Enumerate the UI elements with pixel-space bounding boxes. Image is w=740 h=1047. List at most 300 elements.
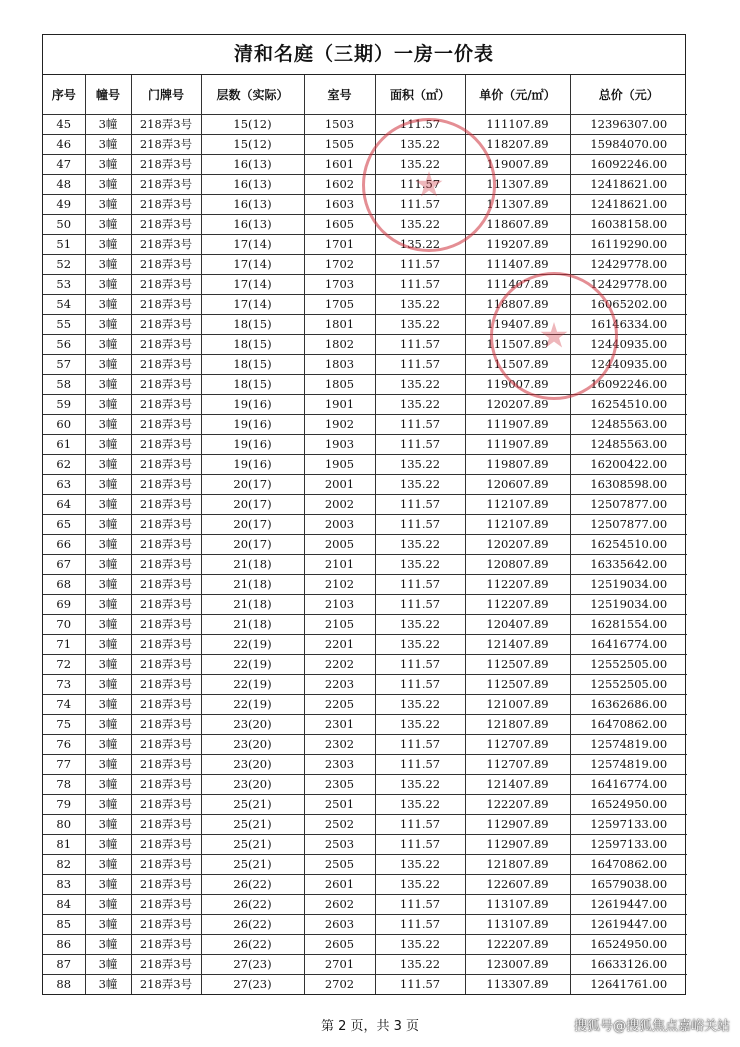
watermark-text: 搜狐号@搜狐焦点嘉峪关站 bbox=[573, 1019, 730, 1034]
page-title: 清和名庭（三期）一房一价表 bbox=[43, 35, 685, 75]
cell-address: 218弄3号 bbox=[131, 435, 201, 455]
cell-total-price: 16065202.00 bbox=[570, 295, 687, 315]
cell-room: 2302 bbox=[304, 735, 375, 755]
cell-area: 135.22 bbox=[375, 955, 465, 975]
cell-address: 218弄3号 bbox=[131, 395, 201, 415]
cell-floor: 22(19) bbox=[201, 675, 304, 695]
cell-address: 218弄3号 bbox=[131, 115, 201, 135]
cell-address: 218弄3号 bbox=[131, 355, 201, 375]
cell-unit-price: 121007.89 bbox=[465, 695, 570, 715]
cell-total-price: 12485563.00 bbox=[570, 415, 687, 435]
cell-total-price: 12552505.00 bbox=[570, 675, 687, 695]
cell-building: 3幢 bbox=[85, 915, 131, 935]
cell-seq: 50 bbox=[43, 215, 85, 235]
cell-address: 218弄3号 bbox=[131, 815, 201, 835]
cell-unit-price: 121407.89 bbox=[465, 635, 570, 655]
cell-total-price: 16092246.00 bbox=[570, 155, 687, 175]
cell-address: 218弄3号 bbox=[131, 175, 201, 195]
table-row bbox=[43, 615, 687, 635]
cell-address: 218弄3号 bbox=[131, 855, 201, 875]
cell-building: 3幢 bbox=[85, 675, 131, 695]
cell-floor: 26(22) bbox=[201, 935, 304, 955]
cell-address: 218弄3号 bbox=[131, 335, 201, 355]
cell-room: 1605 bbox=[304, 215, 375, 235]
cell-address: 218弄3号 bbox=[131, 755, 201, 775]
cell-total-price: 12597133.00 bbox=[570, 815, 687, 835]
cell-seq: 76 bbox=[43, 735, 85, 755]
table-row bbox=[43, 415, 687, 435]
cell-floor: 27(23) bbox=[201, 955, 304, 975]
cell-address: 218弄3号 bbox=[131, 275, 201, 295]
cell-room: 1803 bbox=[304, 355, 375, 375]
cell-unit-price: 119807.89 bbox=[465, 455, 570, 475]
cell-building: 3幢 bbox=[85, 415, 131, 435]
cell-total-price: 12440935.00 bbox=[570, 355, 687, 375]
cell-room: 2603 bbox=[304, 915, 375, 935]
cell-building: 3幢 bbox=[85, 155, 131, 175]
cell-unit-price: 120607.89 bbox=[465, 475, 570, 495]
cell-unit-price: 112907.89 bbox=[465, 835, 570, 855]
table-body bbox=[43, 115, 687, 995]
table-row bbox=[43, 595, 687, 615]
cell-unit-price: 122207.89 bbox=[465, 795, 570, 815]
cell-room: 2102 bbox=[304, 575, 375, 595]
cell-room: 2702 bbox=[304, 975, 375, 995]
cell-seq: 81 bbox=[43, 835, 85, 855]
cell-area: 111.57 bbox=[375, 835, 465, 855]
cell-room: 1903 bbox=[304, 435, 375, 455]
cell-area: 135.22 bbox=[375, 935, 465, 955]
cell-room: 2101 bbox=[304, 555, 375, 575]
cell-total-price: 12429778.00 bbox=[570, 255, 687, 275]
cell-floor: 15(12) bbox=[201, 115, 304, 135]
table-row bbox=[43, 455, 687, 475]
cell-area: 111.57 bbox=[375, 755, 465, 775]
cell-area: 111.57 bbox=[375, 255, 465, 275]
cell-seq: 82 bbox=[43, 855, 85, 875]
cell-building: 3幢 bbox=[85, 495, 131, 515]
cell-unit-price: 112107.89 bbox=[465, 515, 570, 535]
cell-address: 218弄3号 bbox=[131, 475, 201, 495]
cell-unit-price: 111507.89 bbox=[465, 335, 570, 355]
cell-total-price: 16254510.00 bbox=[570, 395, 687, 415]
cell-building: 3幢 bbox=[85, 755, 131, 775]
cell-floor: 18(15) bbox=[201, 315, 304, 335]
table-row bbox=[43, 175, 687, 195]
cell-area: 111.57 bbox=[375, 575, 465, 595]
table-row bbox=[43, 115, 687, 135]
cell-floor: 18(15) bbox=[201, 335, 304, 355]
table-row bbox=[43, 635, 687, 655]
cell-area: 135.22 bbox=[375, 615, 465, 635]
cell-floor: 19(16) bbox=[201, 415, 304, 435]
cell-floor: 26(22) bbox=[201, 915, 304, 935]
cell-area: 111.57 bbox=[375, 895, 465, 915]
cell-unit-price: 120807.89 bbox=[465, 555, 570, 575]
cell-total-price: 16524950.00 bbox=[570, 935, 687, 955]
column-header: 总价（元） bbox=[570, 75, 687, 115]
cell-seq: 70 bbox=[43, 615, 85, 635]
cell-room: 2103 bbox=[304, 595, 375, 615]
cell-building: 3幢 bbox=[85, 235, 131, 255]
cell-unit-price: 122207.89 bbox=[465, 935, 570, 955]
cell-floor: 25(21) bbox=[201, 855, 304, 875]
cell-total-price: 12574819.00 bbox=[570, 735, 687, 755]
cell-floor: 23(20) bbox=[201, 755, 304, 775]
cell-building: 3幢 bbox=[85, 575, 131, 595]
cell-address: 218弄3号 bbox=[131, 675, 201, 695]
column-header: 门牌号 bbox=[131, 75, 201, 115]
cell-seq: 87 bbox=[43, 955, 85, 975]
cell-area: 111.57 bbox=[375, 655, 465, 675]
cell-floor: 16(13) bbox=[201, 195, 304, 215]
cell-seq: 62 bbox=[43, 455, 85, 475]
table-row bbox=[43, 135, 687, 155]
table-row bbox=[43, 735, 687, 755]
cell-building: 3幢 bbox=[85, 875, 131, 895]
cell-seq: 75 bbox=[43, 715, 85, 735]
column-header: 单价（元/㎡） bbox=[465, 75, 570, 115]
cell-address: 218弄3号 bbox=[131, 895, 201, 915]
cell-floor: 21(18) bbox=[201, 595, 304, 615]
cell-room: 2301 bbox=[304, 715, 375, 735]
table-row bbox=[43, 255, 687, 275]
cell-building: 3幢 bbox=[85, 835, 131, 855]
table-row bbox=[43, 275, 687, 295]
cell-room: 2502 bbox=[304, 815, 375, 835]
cell-total-price: 12418621.00 bbox=[570, 195, 687, 215]
cell-area: 111.57 bbox=[375, 335, 465, 355]
cell-floor: 20(17) bbox=[201, 535, 304, 555]
cell-total-price: 12418621.00 bbox=[570, 175, 687, 195]
cell-seq: 74 bbox=[43, 695, 85, 715]
table-row bbox=[43, 895, 687, 915]
cell-seq: 59 bbox=[43, 395, 85, 415]
cell-building: 3幢 bbox=[85, 115, 131, 135]
cell-area: 111.57 bbox=[375, 415, 465, 435]
cell-unit-price: 111407.89 bbox=[465, 275, 570, 295]
cell-address: 218弄3号 bbox=[131, 715, 201, 735]
cell-seq: 67 bbox=[43, 555, 85, 575]
cell-floor: 16(13) bbox=[201, 175, 304, 195]
column-header: 幢号 bbox=[85, 75, 131, 115]
table-row bbox=[43, 655, 687, 675]
cell-building: 3幢 bbox=[85, 795, 131, 815]
cell-address: 218弄3号 bbox=[131, 515, 201, 535]
cell-floor: 23(20) bbox=[201, 735, 304, 755]
cell-building: 3幢 bbox=[85, 335, 131, 355]
cell-address: 218弄3号 bbox=[131, 495, 201, 515]
cell-area: 111.57 bbox=[375, 175, 465, 195]
cell-floor: 27(23) bbox=[201, 975, 304, 995]
cell-room: 2602 bbox=[304, 895, 375, 915]
cell-floor: 26(22) bbox=[201, 875, 304, 895]
cell-unit-price: 113307.89 bbox=[465, 975, 570, 995]
cell-seq: 46 bbox=[43, 135, 85, 155]
table-row bbox=[43, 315, 687, 335]
cell-building: 3幢 bbox=[85, 395, 131, 415]
cell-total-price: 16200422.00 bbox=[570, 455, 687, 475]
cell-unit-price: 112207.89 bbox=[465, 595, 570, 615]
cell-address: 218弄3号 bbox=[131, 575, 201, 595]
cell-address: 218弄3号 bbox=[131, 735, 201, 755]
table-row bbox=[43, 535, 687, 555]
cell-seq: 69 bbox=[43, 595, 85, 615]
cell-seq: 53 bbox=[43, 275, 85, 295]
table-row bbox=[43, 835, 687, 855]
table-row bbox=[43, 335, 687, 355]
cell-unit-price: 121807.89 bbox=[465, 715, 570, 735]
cell-area: 111.57 bbox=[375, 115, 465, 135]
table-row bbox=[43, 815, 687, 835]
cell-seq: 51 bbox=[43, 235, 85, 255]
cell-area: 111.57 bbox=[375, 915, 465, 935]
cell-building: 3幢 bbox=[85, 295, 131, 315]
cell-area: 111.57 bbox=[375, 515, 465, 535]
cell-building: 3幢 bbox=[85, 555, 131, 575]
table-row bbox=[43, 975, 687, 995]
table-row bbox=[43, 855, 687, 875]
cell-unit-price: 112507.89 bbox=[465, 675, 570, 695]
cell-unit-price: 121807.89 bbox=[465, 855, 570, 875]
cell-building: 3幢 bbox=[85, 255, 131, 275]
cell-area: 111.57 bbox=[375, 195, 465, 215]
cell-unit-price: 111907.89 bbox=[465, 415, 570, 435]
cell-seq: 56 bbox=[43, 335, 85, 355]
cell-room: 2202 bbox=[304, 655, 375, 675]
cell-floor: 22(19) bbox=[201, 655, 304, 675]
cell-room: 2203 bbox=[304, 675, 375, 695]
cell-area: 135.22 bbox=[375, 695, 465, 715]
cell-seq: 71 bbox=[43, 635, 85, 655]
cell-address: 218弄3号 bbox=[131, 595, 201, 615]
table-row bbox=[43, 295, 687, 315]
cell-unit-price: 111907.89 bbox=[465, 435, 570, 455]
table-row bbox=[43, 955, 687, 975]
cell-floor: 26(22) bbox=[201, 895, 304, 915]
cell-building: 3幢 bbox=[85, 855, 131, 875]
page-footer: 第 2 页，共 3 页 bbox=[320, 1019, 420, 1034]
column-header: 层数（实际） bbox=[201, 75, 304, 115]
cell-seq: 68 bbox=[43, 575, 85, 595]
cell-room: 2305 bbox=[304, 775, 375, 795]
cell-seq: 83 bbox=[43, 875, 85, 895]
cell-floor: 19(16) bbox=[201, 455, 304, 475]
cell-address: 218弄3号 bbox=[131, 455, 201, 475]
cell-floor: 25(21) bbox=[201, 815, 304, 835]
table-row bbox=[43, 795, 687, 815]
cell-unit-price: 121407.89 bbox=[465, 775, 570, 795]
cell-room: 2503 bbox=[304, 835, 375, 855]
cell-unit-price: 112707.89 bbox=[465, 735, 570, 755]
cell-total-price: 12574819.00 bbox=[570, 755, 687, 775]
cell-area: 111.57 bbox=[375, 815, 465, 835]
table-row bbox=[43, 715, 687, 735]
cell-area: 135.22 bbox=[375, 375, 465, 395]
cell-unit-price: 111307.89 bbox=[465, 195, 570, 215]
cell-building: 3幢 bbox=[85, 955, 131, 975]
cell-floor: 23(20) bbox=[201, 715, 304, 735]
cell-room: 2303 bbox=[304, 755, 375, 775]
cell-address: 218弄3号 bbox=[131, 635, 201, 655]
cell-total-price: 12552505.00 bbox=[570, 655, 687, 675]
cell-building: 3幢 bbox=[85, 215, 131, 235]
cell-area: 135.22 bbox=[375, 315, 465, 335]
cell-floor: 23(20) bbox=[201, 775, 304, 795]
cell-floor: 16(13) bbox=[201, 155, 304, 175]
cell-room: 2002 bbox=[304, 495, 375, 515]
cell-address: 218弄3号 bbox=[131, 135, 201, 155]
cell-seq: 84 bbox=[43, 895, 85, 915]
cell-room: 2001 bbox=[304, 475, 375, 495]
cell-address: 218弄3号 bbox=[131, 215, 201, 235]
table-row bbox=[43, 375, 687, 395]
cell-total-price: 16038158.00 bbox=[570, 215, 687, 235]
cell-unit-price: 123007.89 bbox=[465, 955, 570, 975]
cell-unit-price: 111107.89 bbox=[465, 115, 570, 135]
cell-area: 111.57 bbox=[375, 975, 465, 995]
price-sheet bbox=[42, 34, 686, 995]
cell-building: 3幢 bbox=[85, 175, 131, 195]
cell-unit-price: 111407.89 bbox=[465, 255, 570, 275]
cell-floor: 21(18) bbox=[201, 615, 304, 635]
table-row bbox=[43, 915, 687, 935]
table-row bbox=[43, 755, 687, 775]
cell-area: 135.22 bbox=[375, 135, 465, 155]
cell-building: 3幢 bbox=[85, 635, 131, 655]
cell-floor: 21(18) bbox=[201, 555, 304, 575]
cell-floor: 20(17) bbox=[201, 495, 304, 515]
cell-building: 3幢 bbox=[85, 435, 131, 455]
cell-room: 1902 bbox=[304, 415, 375, 435]
cell-total-price: 12507877.00 bbox=[570, 495, 687, 515]
cell-unit-price: 119007.89 bbox=[465, 155, 570, 175]
cell-building: 3幢 bbox=[85, 655, 131, 675]
cell-total-price: 12519034.00 bbox=[570, 575, 687, 595]
cell-building: 3幢 bbox=[85, 375, 131, 395]
cell-address: 218弄3号 bbox=[131, 615, 201, 635]
cell-seq: 60 bbox=[43, 415, 85, 435]
column-header: 室号 bbox=[304, 75, 375, 115]
cell-room: 1602 bbox=[304, 175, 375, 195]
cell-room: 2501 bbox=[304, 795, 375, 815]
cell-total-price: 15984070.00 bbox=[570, 135, 687, 155]
cell-area: 135.22 bbox=[375, 235, 465, 255]
cell-building: 3幢 bbox=[85, 595, 131, 615]
cell-floor: 18(15) bbox=[201, 355, 304, 375]
cell-total-price: 12597133.00 bbox=[570, 835, 687, 855]
cell-room: 2701 bbox=[304, 955, 375, 975]
cell-floor: 20(17) bbox=[201, 475, 304, 495]
table-row bbox=[43, 235, 687, 255]
cell-address: 218弄3号 bbox=[131, 255, 201, 275]
cell-room: 1805 bbox=[304, 375, 375, 395]
cell-floor: 19(16) bbox=[201, 395, 304, 415]
cell-address: 218弄3号 bbox=[131, 975, 201, 995]
cell-total-price: 12619447.00 bbox=[570, 895, 687, 915]
cell-building: 3幢 bbox=[85, 455, 131, 475]
cell-room: 2505 bbox=[304, 855, 375, 875]
cell-seq: 72 bbox=[43, 655, 85, 675]
cell-room: 2601 bbox=[304, 875, 375, 895]
cell-unit-price: 113107.89 bbox=[465, 915, 570, 935]
cell-unit-price: 122607.89 bbox=[465, 875, 570, 895]
cell-floor: 17(14) bbox=[201, 255, 304, 275]
cell-building: 3幢 bbox=[85, 315, 131, 335]
cell-unit-price: 111307.89 bbox=[465, 175, 570, 195]
cell-address: 218弄3号 bbox=[131, 955, 201, 975]
cell-total-price: 16633126.00 bbox=[570, 955, 687, 975]
cell-seq: 85 bbox=[43, 915, 85, 935]
cell-total-price: 12485563.00 bbox=[570, 435, 687, 455]
cell-floor: 17(14) bbox=[201, 275, 304, 295]
cell-building: 3幢 bbox=[85, 815, 131, 835]
cell-room: 2201 bbox=[304, 635, 375, 655]
cell-area: 135.22 bbox=[375, 635, 465, 655]
table-row bbox=[43, 515, 687, 535]
cell-total-price: 12396307.00 bbox=[570, 115, 687, 135]
cell-unit-price: 112107.89 bbox=[465, 495, 570, 515]
cell-total-price: 16281554.00 bbox=[570, 615, 687, 635]
table-row bbox=[43, 555, 687, 575]
table-row bbox=[43, 495, 687, 515]
cell-total-price: 12507877.00 bbox=[570, 515, 687, 535]
cell-total-price: 16470862.00 bbox=[570, 855, 687, 875]
cell-total-price: 16362686.00 bbox=[570, 695, 687, 715]
cell-building: 3幢 bbox=[85, 975, 131, 995]
cell-area: 135.22 bbox=[375, 475, 465, 495]
cell-address: 218弄3号 bbox=[131, 415, 201, 435]
cell-seq: 45 bbox=[43, 115, 85, 135]
cell-seq: 54 bbox=[43, 295, 85, 315]
cell-building: 3幢 bbox=[85, 895, 131, 915]
cell-seq: 57 bbox=[43, 355, 85, 375]
cell-seq: 52 bbox=[43, 255, 85, 275]
cell-unit-price: 111507.89 bbox=[465, 355, 570, 375]
table-row bbox=[43, 155, 687, 175]
cell-area: 111.57 bbox=[375, 735, 465, 755]
cell-address: 218弄3号 bbox=[131, 795, 201, 815]
cell-area: 111.57 bbox=[375, 275, 465, 295]
cell-seq: 66 bbox=[43, 535, 85, 555]
cell-room: 2005 bbox=[304, 535, 375, 555]
table-row bbox=[43, 195, 687, 215]
cell-room: 1901 bbox=[304, 395, 375, 415]
cell-area: 111.57 bbox=[375, 435, 465, 455]
cell-unit-price: 118807.89 bbox=[465, 295, 570, 315]
cell-building: 3幢 bbox=[85, 715, 131, 735]
cell-building: 3幢 bbox=[85, 475, 131, 495]
cell-address: 218弄3号 bbox=[131, 295, 201, 315]
column-header: 序号 bbox=[43, 75, 85, 115]
cell-floor: 20(17) bbox=[201, 515, 304, 535]
cell-total-price: 12619447.00 bbox=[570, 915, 687, 935]
cell-floor: 17(14) bbox=[201, 235, 304, 255]
cell-building: 3幢 bbox=[85, 135, 131, 155]
cell-area: 135.22 bbox=[375, 155, 465, 175]
cell-floor: 22(19) bbox=[201, 635, 304, 655]
cell-seq: 86 bbox=[43, 935, 85, 955]
table-row bbox=[43, 695, 687, 715]
cell-floor: 25(21) bbox=[201, 835, 304, 855]
table-row bbox=[43, 435, 687, 455]
cell-area: 111.57 bbox=[375, 675, 465, 695]
cell-address: 218弄3号 bbox=[131, 195, 201, 215]
cell-unit-price: 118607.89 bbox=[465, 215, 570, 235]
cell-building: 3幢 bbox=[85, 355, 131, 375]
cell-total-price: 16335642.00 bbox=[570, 555, 687, 575]
table-row bbox=[43, 475, 687, 495]
